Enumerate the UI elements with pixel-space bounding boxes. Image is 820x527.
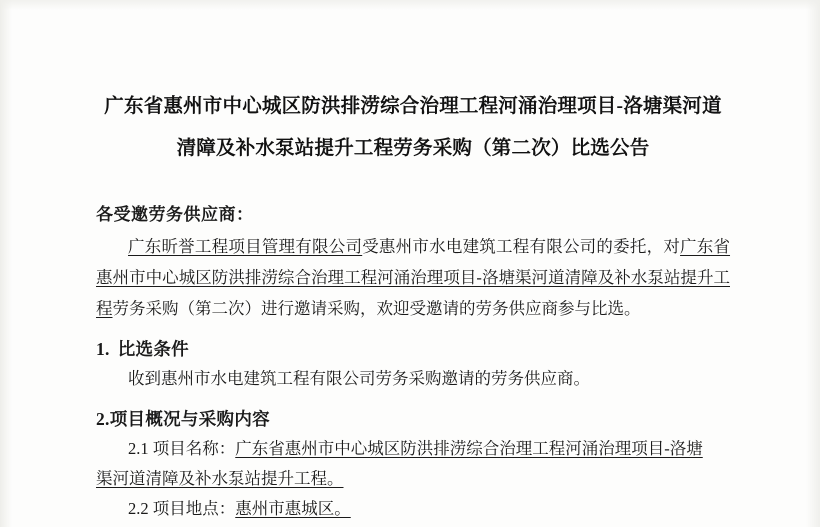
intro-project-name: 广东省惠州市中心城区防洪排涝综合治理工程河涌治理项目-洛塘渠河道清障及补水泵站提升工程 <box>96 237 731 318</box>
sub-item-2-1-label: 项目名称： <box>152 439 236 458</box>
salutation: 各受邀劳务供应商： <box>96 205 254 224</box>
section-title-2: 项目概况与采购内容 <box>109 409 270 429</box>
section-number-2: 2. <box>96 409 110 429</box>
scan-edge-left <box>0 0 12 527</box>
intro-paragraph <box>96 231 730 324</box>
scan-edge-right <box>806 0 820 527</box>
section-number-1: 1. <box>96 339 110 359</box>
sub-item-2-2-number: 2.2 <box>128 499 149 518</box>
sub-item-2-1-number: 2.1 <box>128 439 149 458</box>
page-title-line-1: 广东省惠州市中心城区防洪排涝综合治理工程河涌治理项目-洛塘渠河道 <box>104 96 722 117</box>
section-heading-2 <box>96 404 730 434</box>
sub-item-2-1-value-line-1: 广东省惠州市中心城区防洪排涝综合治理工程河涌治理项目-洛塘 <box>235 439 703 458</box>
document-content <box>96 86 730 524</box>
scan-edge-top <box>0 0 820 10</box>
sub-item-2-1-continued <box>96 464 730 494</box>
sub-item-2-2-label: 项目地点： <box>152 499 236 518</box>
sub-item-2-1-value-line-2: 渠河道清障及补水泵站提升工程。 <box>96 469 344 488</box>
section-1-body: 收到惠州市水电建筑工程有限公司劳务采购邀请的劳务供应商。 <box>128 369 590 388</box>
page-title-line-2: 清障及补水泵站提升工程劳务采购（第二次）比选公告 <box>176 138 650 159</box>
intro-text-2: 劳务采购（第二次）进行邀请采购，欢迎受邀请的劳务供应商参与比选。 <box>112 299 641 318</box>
page-title <box>96 86 730 170</box>
sub-item-2-2 <box>96 494 730 524</box>
intro-text-1: 受惠州市水电建筑工程有限公司的委托，对 <box>362 237 681 256</box>
intro-agency-name: 广东昕誉工程项目管理有限公司 <box>128 237 363 256</box>
sub-item-2-2-value-line-1: 惠州市惠城区。 <box>235 499 351 518</box>
section-heading-1 <box>96 334 730 364</box>
sub-item-2-1 <box>96 434 730 464</box>
section-title-1: 比选条件 <box>117 339 189 359</box>
